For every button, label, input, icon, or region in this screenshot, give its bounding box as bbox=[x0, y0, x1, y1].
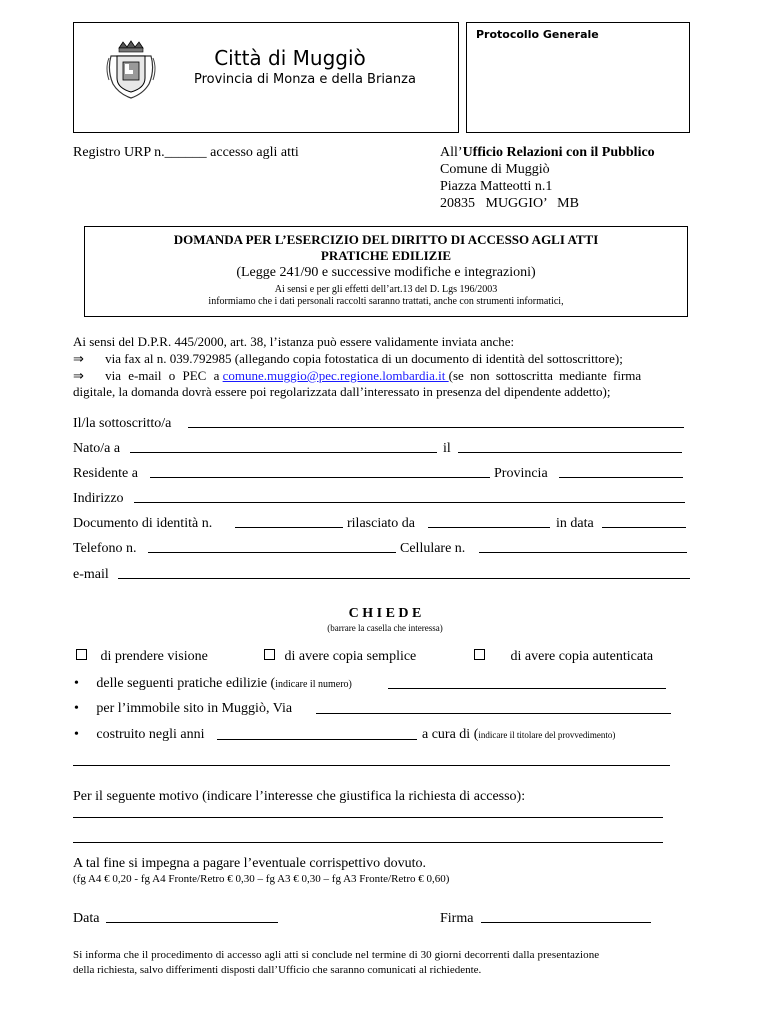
date-label: Data bbox=[73, 911, 100, 926]
province-label: Provincia bbox=[494, 466, 548, 481]
by-row bbox=[422, 726, 615, 743]
simple-copy-label: di avere copia semplice bbox=[284, 649, 417, 664]
phone-field[interactable] bbox=[148, 552, 396, 553]
privacy-line2: informiamo che i dati personali raccolti saranno trattati, anche con strumenti informatici, bbox=[208, 296, 564, 307]
sign-field[interactable] bbox=[481, 922, 651, 923]
option-view[interactable] bbox=[76, 648, 208, 665]
issued-by-field[interactable] bbox=[428, 527, 550, 528]
phone-label: Telefono n. bbox=[73, 541, 137, 556]
practices-label: delle seguenti pratiche edilizie ( bbox=[96, 676, 276, 691]
registry-label: Registro URP n.______ accesso agli atti bbox=[73, 145, 299, 160]
intro-email bbox=[73, 368, 698, 384]
city-crest-icon bbox=[103, 40, 159, 100]
recipient-office: Ufficio Relazioni con il Pubblico bbox=[462, 145, 655, 160]
issued-by-label: rilasciato da bbox=[347, 516, 416, 531]
resident-label: Residente a bbox=[73, 466, 138, 481]
sign-label: Firma bbox=[440, 911, 474, 926]
view-label: di prendere visione bbox=[100, 649, 208, 664]
mobile-field[interactable] bbox=[479, 552, 687, 553]
issued-on-label: in data bbox=[556, 516, 594, 531]
protocol-label: Protocollo Generale bbox=[476, 28, 599, 41]
property-field[interactable] bbox=[316, 713, 671, 714]
recipient-postcode: 20835 MUGGIO’ MB bbox=[440, 196, 579, 211]
reason-field-1[interactable] bbox=[73, 817, 663, 818]
bullet-icon: • bbox=[74, 676, 79, 691]
intro-fax bbox=[73, 351, 623, 367]
recipient-municipality: Comune di Muggiò bbox=[440, 162, 550, 177]
email-prefix: via e-mail o PEC a bbox=[105, 368, 220, 383]
view-checkbox[interactable] bbox=[76, 649, 87, 660]
fax-text: via fax al n. 039.792985 (allegando copia fotostatica di un documento di identità del sottoscrittore); bbox=[105, 351, 623, 366]
fee-line1: A tal fine si impegna a pagare l’eventuale corrispettivo dovuto. bbox=[73, 856, 426, 871]
by-label: a cura di ( bbox=[422, 727, 479, 742]
request-hint: (barrare la casella che interessa) bbox=[327, 623, 443, 633]
form-title-line2: PRATICHE EDILIZIE bbox=[320, 248, 452, 263]
arrow-icon: ⇒ bbox=[73, 351, 84, 366]
resident-field[interactable] bbox=[150, 477, 490, 478]
form-subtitle: (Legge 241/90 e successive modifiche e integrazioni) bbox=[236, 265, 536, 280]
practices-hint: indicare il numero) bbox=[275, 679, 352, 690]
option-certified-copy[interactable] bbox=[474, 648, 653, 665]
id-doc-field[interactable] bbox=[235, 527, 343, 528]
reason-field-2[interactable] bbox=[73, 842, 663, 843]
certified-copy-label: di avere copia autenticata bbox=[510, 649, 654, 664]
province-name: Provincia di Monza e della Brianza bbox=[194, 72, 416, 87]
title-block bbox=[84, 232, 688, 308]
recipient-block bbox=[440, 144, 710, 212]
built-label: costruito negli anni bbox=[96, 727, 205, 742]
mobile-label: Cellulare n. bbox=[400, 541, 466, 556]
arrow-icon: ⇒ bbox=[73, 368, 84, 383]
form-title: DOMANDA PER L’ESERCIZIO DEL DIRITTO DI ACCESSO AGLI ATTI bbox=[173, 232, 599, 247]
certified-copy-checkbox[interactable] bbox=[474, 649, 485, 660]
reason-label: Per il seguente motivo (indicare l’interesse che giustifica la richiesta di accesso): bbox=[73, 789, 526, 804]
built-row bbox=[74, 726, 205, 743]
intro-last: digitale, la domanda dovrà essere poi regolarizzata dall’interessato in presenza del dipendente addetto); bbox=[73, 384, 611, 399]
property-label: per l’immobile sito in Muggiò, Via bbox=[96, 701, 293, 716]
recipient-street: Piazza Matteotti n.1 bbox=[440, 179, 553, 194]
date-field[interactable] bbox=[106, 922, 278, 923]
pec-email-link[interactable]: comune.muggio@pec.regione.lombardia.it bbox=[222, 368, 449, 383]
born-at-field[interactable] bbox=[130, 452, 437, 453]
address-field[interactable] bbox=[134, 502, 685, 503]
province-field[interactable] bbox=[559, 477, 683, 478]
intro-line1: Ai sensi del D.P.R. 445/2000, art. 38, l’istanza può essere validamente inviata anche: bbox=[73, 334, 515, 349]
issued-on-field[interactable] bbox=[602, 527, 686, 528]
by-field[interactable] bbox=[73, 765, 670, 766]
privacy-line1: Ai sensi e per gli effetti dell’art.13 del D. Lgs 196/2003 bbox=[274, 284, 498, 295]
born-on-field[interactable] bbox=[458, 452, 682, 453]
address-label: Indirizzo bbox=[73, 491, 124, 506]
recipient-prefix: All’ bbox=[440, 145, 463, 160]
built-field[interactable] bbox=[217, 739, 417, 740]
footer-line2: della richiesta, salvo differimenti disposti dall’Ufficio che saranno comunicati al richiedente. bbox=[73, 964, 482, 976]
practices-row bbox=[74, 675, 352, 692]
born-on-label: il bbox=[443, 441, 451, 456]
bullet-icon: • bbox=[74, 727, 79, 742]
city-name: Città di Muggiò bbox=[214, 46, 366, 70]
practices-field[interactable] bbox=[388, 688, 666, 689]
email-label: e-mail bbox=[73, 567, 109, 582]
signer-label: Il/la sottoscritto/a bbox=[73, 416, 172, 431]
email-field[interactable] bbox=[118, 578, 690, 579]
option-simple-copy[interactable] bbox=[264, 648, 416, 665]
born-at-label: Nato/a a bbox=[73, 441, 121, 456]
id-doc-label: Documento di identità n. bbox=[73, 516, 213, 531]
signer-field[interactable] bbox=[188, 427, 684, 428]
fee-line2: (fg A4 € 0,20 - fg A4 Fronte/Retro € 0,30 – fg A3 € 0,30 – fg A3 Fronte/Retro € 0,60) bbox=[73, 873, 450, 885]
by-hint: indicare il titolare del provvedimento) bbox=[478, 730, 616, 740]
request-heading: C H I E D E bbox=[348, 606, 422, 621]
bullet-icon: • bbox=[74, 701, 79, 716]
email-suffix: (se non sottoscritta mediante firma bbox=[448, 368, 642, 383]
simple-copy-checkbox[interactable] bbox=[264, 649, 275, 660]
property-row bbox=[74, 700, 292, 717]
footer-line1: Si informa che il procedimento di accesso agli atti si conclude nel termine di 30 giorni decorrenti dalla presentazione bbox=[73, 949, 600, 961]
